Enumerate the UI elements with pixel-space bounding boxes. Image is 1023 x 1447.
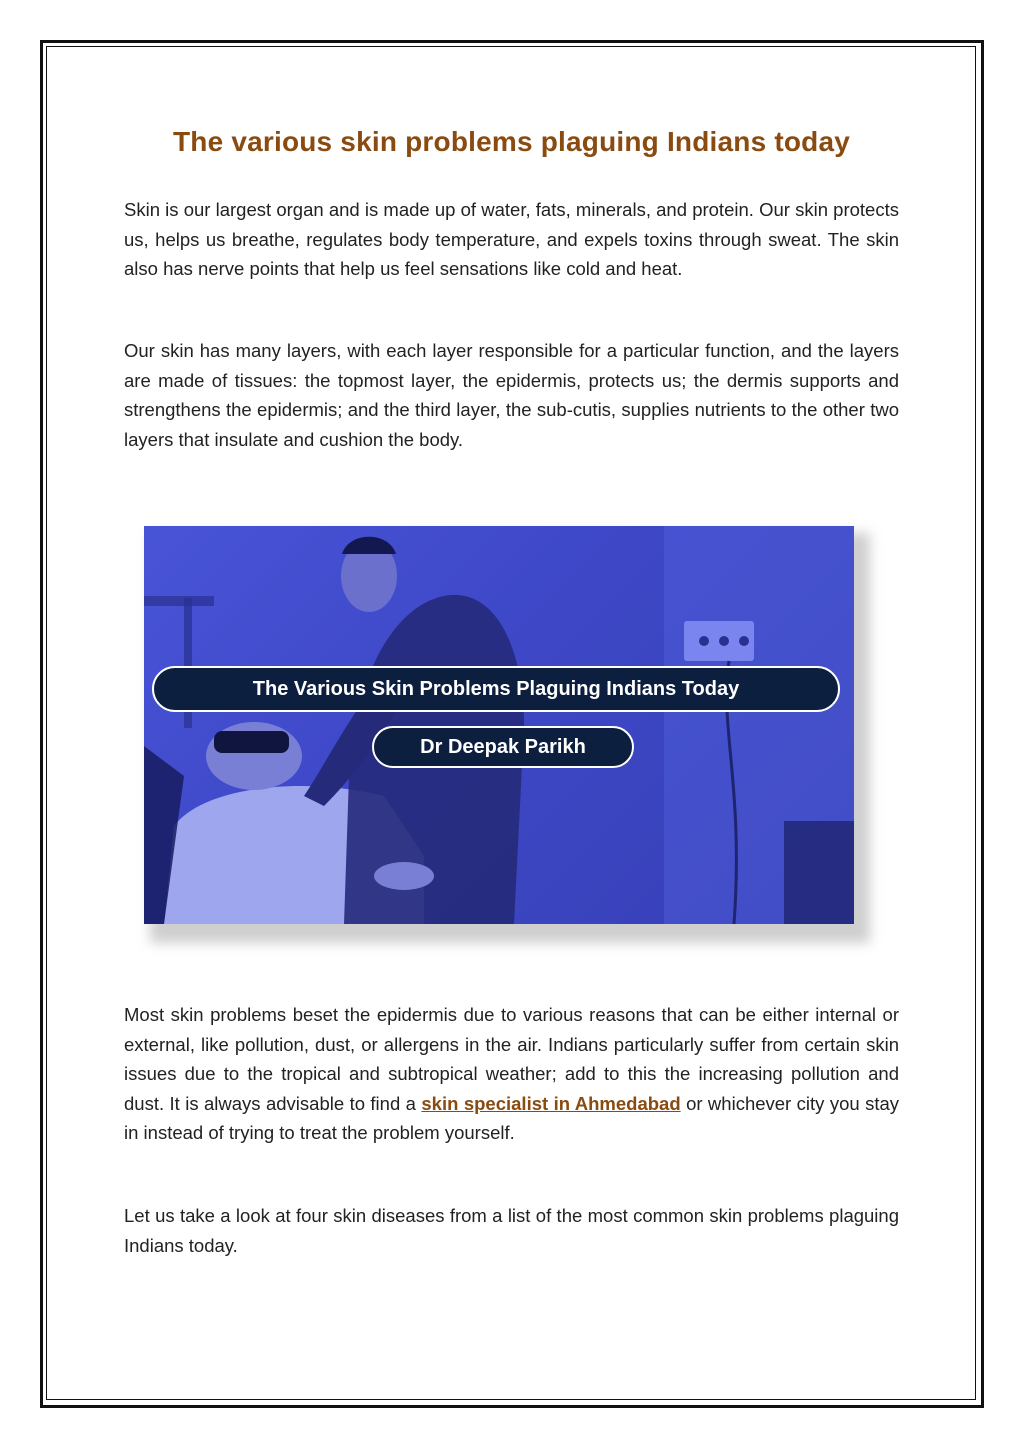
paragraph-text: Most skin problems beset the epidermis due to various reasons that can be either internal or external, like pollution, dust, or allergens in the air. Indians particularly suffer from certain skin issues due to the tropical and subtropical weather; add to this the increasing pollution and dust. It is always advisable to find a: [124, 1004, 899, 1114]
paragraph-text: or whichever city you stay in instead of trying to treat the problem yourself.: [124, 1092, 899, 1143]
paragraph-skin-intro: Skin is our largest organ and is made up of water, fats, minerals, and protein. Our skin protects us, helps us breathe, regulates body temperature, and expels toxins through sweat. The skin also has nerve points that help us feel sensations like cold and heat.: [124, 199, 899, 279]
document-title: The various skin problems plaguing Indians today: [172, 126, 851, 157]
skin-specialist-link[interactable]: skin specialist in Ahmedabad: [421, 1092, 681, 1114]
banner-headline-pill: The Various Skin Problems Plaguing Indians Today: [152, 666, 840, 712]
banner-image: [144, 526, 854, 924]
banner-doctor-name-pill: Dr Deepak Parikh: [372, 726, 634, 768]
paragraph-four-diseases: Let us take a look at four skin diseases from a list of the most common skin problems plaguing Indians today.: [124, 1205, 899, 1256]
paragraph-epidermis-problems: [124, 1000, 899, 1148]
clinic-scene-illustration: [144, 526, 854, 924]
paragraph-skin-layers: Our skin has many layers, with each layer responsible for a particular function, and the layers are made of tissues: the topmost layer, the epidermis, protects us; the dermis supports and strengthens the epidermis; and the third layer, the sub-cutis, supplies nutrients to the other two layers that insulate and cushion the body.: [124, 340, 899, 450]
